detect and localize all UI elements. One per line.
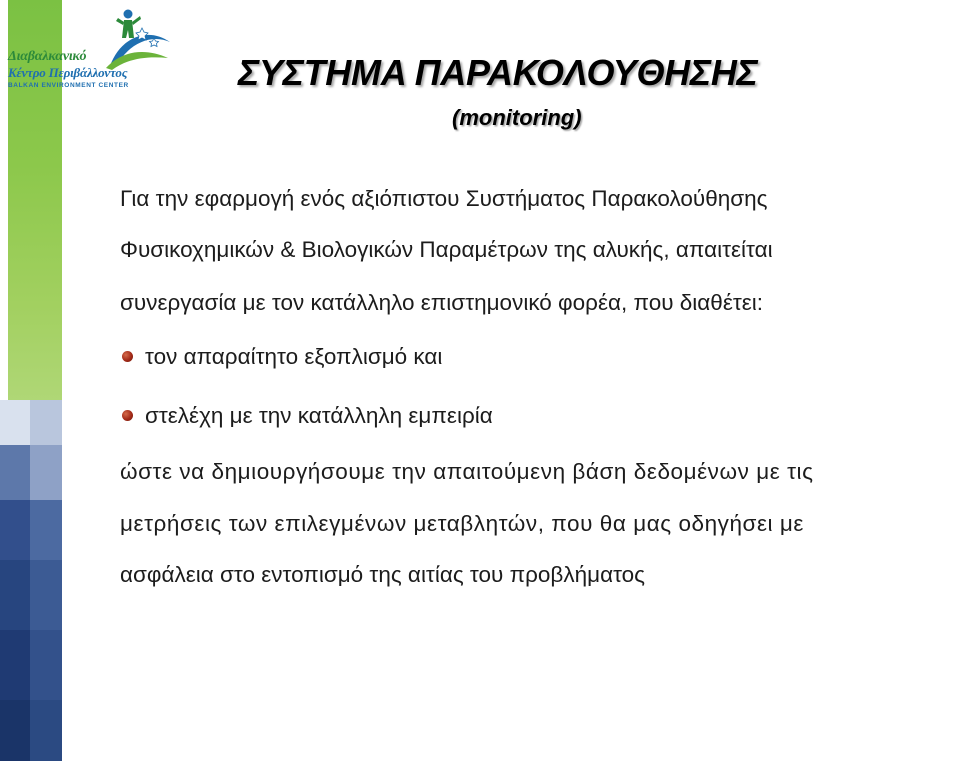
bullet-item-staff — [122, 403, 493, 429]
closing-line-3: ασφάλεια στο εντοπισμό της αιτίας του προβλήματος — [120, 562, 646, 587]
bullet-text: στελέχη με την κατάλληλη εμπειρία — [145, 403, 493, 428]
logo-greek-name-line1: Διαβαλκανικό — [8, 49, 87, 64]
logo-english-name: BALKAN ENVIRONMENT CENTER — [8, 82, 129, 89]
intro-line-1: Για την εφαρμογή ενός αξιόπιστου Συστήματος Παρακολούθησης — [120, 186, 768, 211]
balkan-environment-center-logo — [6, 8, 171, 90]
intro-line-3: συνεργασία με τον κατάλληλο επιστημονικό φορέα, που διαθέτει: — [120, 290, 764, 315]
bullet-icon — [122, 351, 133, 362]
logo-greek-name-line2: Κέντρο Περιβάλλοντος — [8, 65, 128, 80]
bullet-item-equipment — [122, 344, 442, 370]
logo-emblem-icon — [102, 8, 172, 70]
bullet-icon — [122, 410, 133, 421]
closing-line-2: μετρήσεις των επιλεγμένων μεταβλητών, που θα μας οδηγήσει με — [120, 511, 804, 536]
intro-line-2: Φυσικοχημικών & Βιολογικών Παραμέτρων της αλυκής, απαιτείται — [120, 237, 773, 262]
blue-mosaic — [0, 400, 62, 761]
closing-line-1: ώστε να δημιουργήσουμε την απαιτούμενη βάση δεδομένων με τις — [120, 459, 814, 484]
bullet-text: τον απαραίτητο εξοπλισμό και — [145, 344, 443, 369]
slide-title: ΣΥΣΤΗΜΑ ΠΑΡΑΚΟΛΟΥΘΗΣΗΣ — [238, 52, 758, 93]
left-decorative-stripe — [0, 0, 62, 761]
slide-subtitle: (monitoring) — [452, 105, 582, 130]
